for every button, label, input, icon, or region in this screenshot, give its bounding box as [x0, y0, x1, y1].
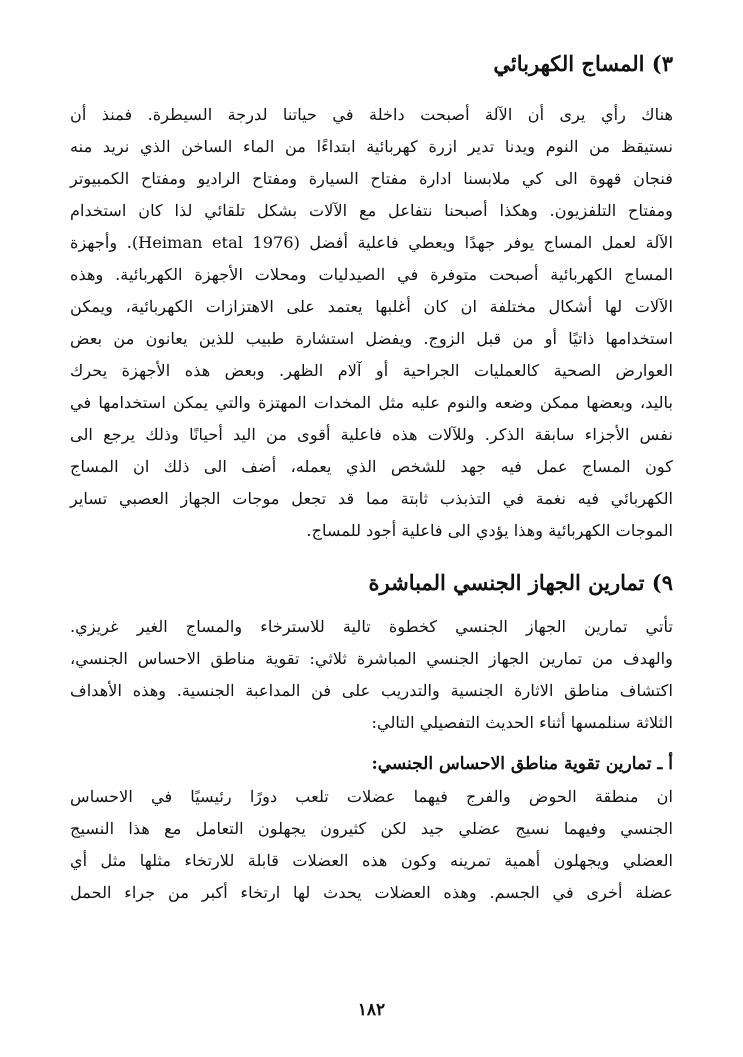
- text-line: العضلي ويجهلون أهمية تمرينه وكون هذه العضلات قابلة للارتخاء مثلها مثل أي: [70, 850, 673, 870]
- text-line: والهدف من تمارين الجهاز الجنسي المباشرة ثلاثي: تقوية مناطق الاحساس الجنسي،: [70, 648, 673, 668]
- text-line: اكتشاف مناطق الاثارة الجنسية والتدريب على فن المداعبة الجنسية. وهذه الأهداف: [70, 680, 673, 700]
- text-line: كون المساج عمل فيه جهد للشخص الذي يعمله، أضف الى ذلك ان المساج: [70, 457, 673, 477]
- text-line: هناك رأي يرى أن الآلة أصبحت داخلة في حياتنا لدرجة السيطرة. فمنذ أن: [70, 105, 673, 125]
- text-line: استخدامها ذاتيًا أو من قبل الزوج. ويفضل استشارة طبيب للذين يعانون من بعض: [70, 329, 673, 349]
- text-line: نستيقظ من النوم ويدنا تدير ازرة كهربائية ابتداءًا من الماء الساخن الذي نريد منه: [70, 137, 673, 157]
- text-line: فنجان قهوة الى كي ملابسنا ادارة مفتاح السيارة ومفتاح الراديو ومفتاح الكمبيوتر: [70, 169, 673, 189]
- text-line: باليد، وبعضها ممكن وضعه والنوم عليه مثل المخدات المهتزة والتي يمكن استخدامها في: [70, 393, 673, 413]
- page-number: ١٨٢: [357, 1000, 386, 1020]
- text-line: ومفتاح التلفزيون. وهكذا أصبحنا نتفاعل مع الآلات بشكل تلقائي لذا كان استخدام: [70, 201, 673, 221]
- text-line: المساج الكهربائية أصبحت متوفرة في الصيدليات ومحلات الأجهزة الكهربائية. وهذه: [70, 265, 673, 285]
- text-line: نفس الأجزاء سابقة الذكر. وللآلات هذه فاعلية أقوى من اليد أحيانًا وذلك يرجع الى: [70, 425, 673, 445]
- text-line: الكهربائي فيه نغمة في التذبذب ثابتة مما قد تجعل موجات الجهاز العصبي تساير: [70, 489, 673, 509]
- text-line: الثلاثة سنلمسها أثناء الحديث التفصيلي التالي:: [371, 712, 673, 732]
- paragraph-electric-massage: [70, 99, 673, 547]
- text-line: الآلة لعمل المساج يوفر جهدًا ويعطي فاعلية أفضل (Heiman etal 1976). وأجهزة: [70, 233, 673, 253]
- text-line: الجنسي وفيهما نسيج عضلي جيد لكن كثيرون يجهلون التعامل مع هذا النسيج: [70, 818, 673, 838]
- text-line: الآلات لها أشكال مختلفة ان كان أغلبها يعتمد على الاهتزازات الكهربائية، ويمكن: [70, 297, 673, 317]
- section-heading-genital-exercises: ٩) تمارين الجهاز الجنسي المباشرة: [368, 570, 673, 596]
- text-line: ان منطقة الحوض والفرج فيهما عضلات تلعب دورًا رئيسيًا في الاحساس: [70, 786, 673, 806]
- text-line: عضلة أخرى في الجسم. وهذه العضلات يحدث لها ارتخاء أكبر من جراء الحمل: [70, 882, 673, 902]
- paragraph-genital-exercises: [70, 611, 673, 739]
- text-line: العوارض الصحية كالعمليات الجراحية أو آلام الظهر. وبعض هذه الأجهزة يحرك: [70, 361, 673, 381]
- paragraph-sensation-strengthening: [70, 781, 673, 909]
- subsection-heading-sensation-strengthening: أ ـ تمارين تقوية مناطق الاحساس الجنسي:: [371, 753, 673, 774]
- section-heading-electric-massage: ٣) المساج الكهربائي: [493, 51, 673, 76]
- text-line: تأتي تمارين الجهاز الجنسي كخطوة تالية للاسترخاء والمساج الغير غريزي.: [70, 616, 673, 636]
- text-line: الموجات الكهربائية وهذا يؤدي الى فاعلية أجود للمساج.: [306, 521, 673, 541]
